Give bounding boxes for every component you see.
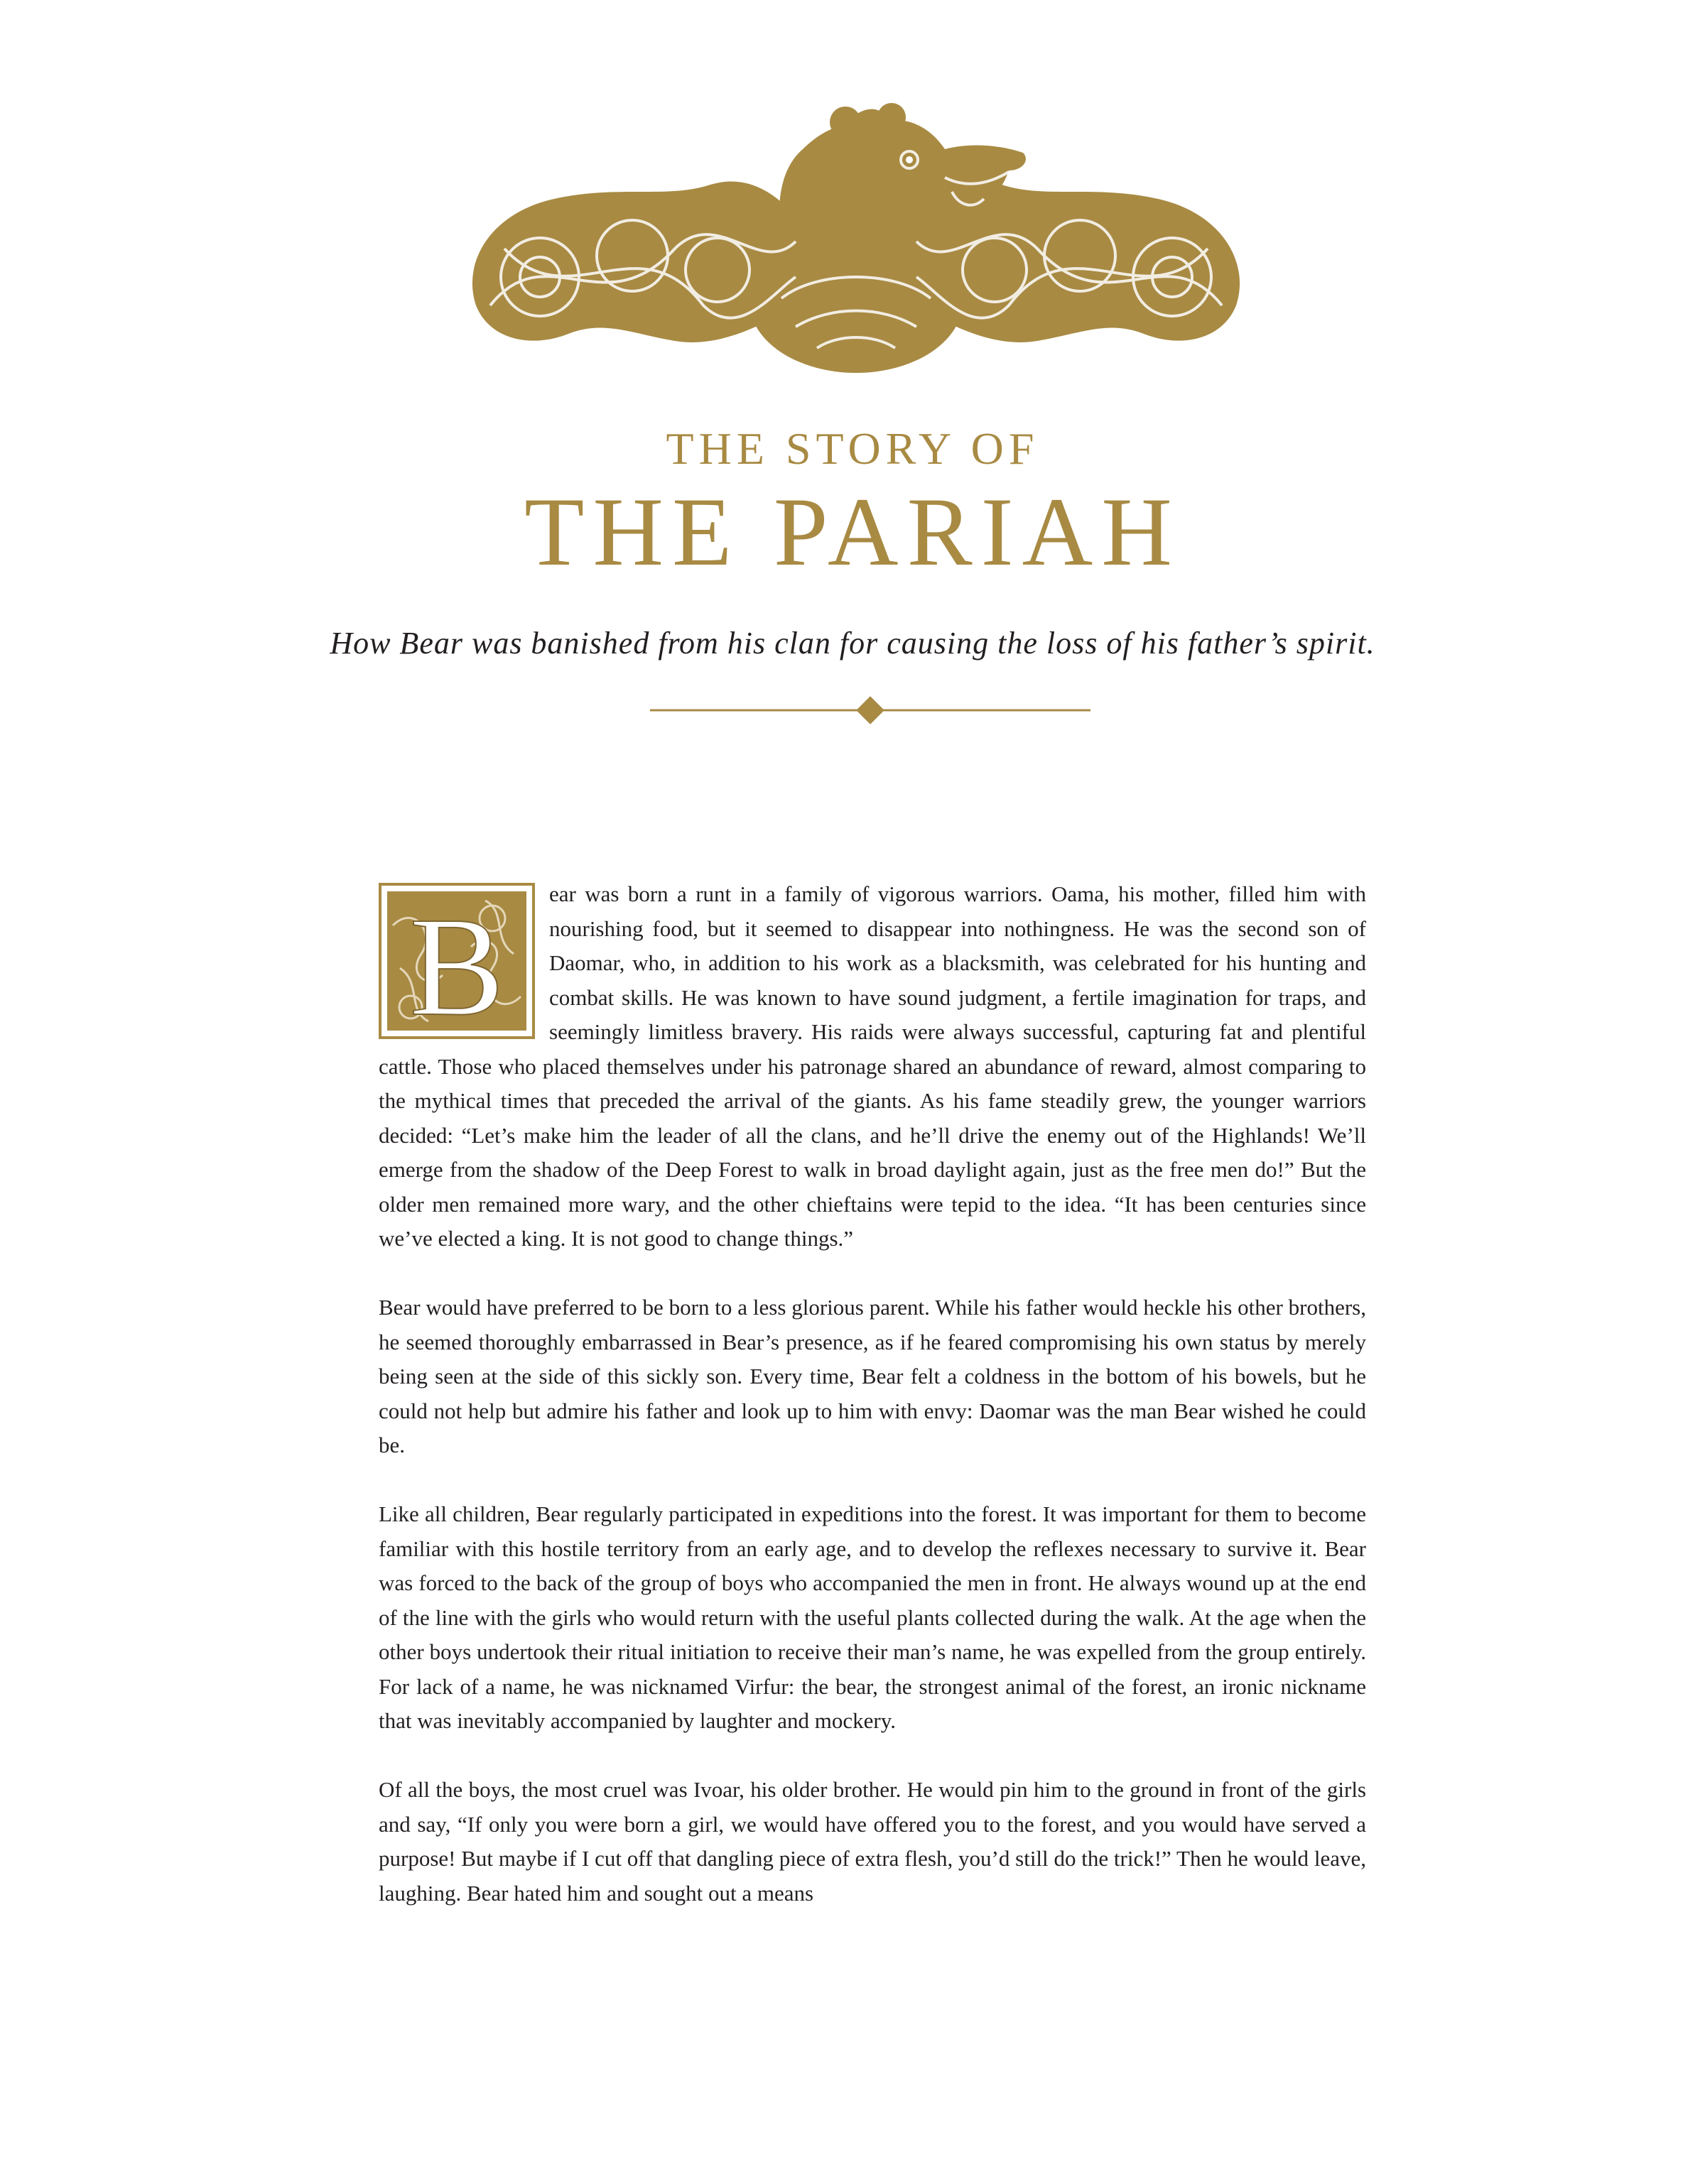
story-body [379,877,1366,1945]
page-title: THE PARIAH [524,477,1181,586]
paragraph-1 [379,877,1366,1256]
diamond-divider-icon [650,696,1090,724]
bear-knotwork-emblem-icon [462,92,1250,376]
dropcap-letter: B [409,889,504,1039]
title-line-small: THE STORY OF [666,423,1039,474]
paragraph-3: Like all children, Bear regularly participated in expeditions into the forest. It was important for them to become familiar with this hostile territory from an early age, and to develop the reflexes necessary to survive it. Bear was forced to the back of the group of boys who accompanied the men in front. He always wound up at the end of the line with the girls who would return with the useful plants collected during the walk. At the age when the other boys undertook their ritual initiation to receive their man’s name, he was expelled from the group entirely. For lack of a name, he was nicknamed Virfur: the bear, the strongest animal of the forest, an ironic nickname that was inevitably accompanied by laughter and mockery. [379,1501,1366,1733]
paragraph-2: Bear would have preferred to be born to a less glorious parent. While his father would heckle his other brothers, he seemed thoroughly embarrassed in Bear’s presence, as if he feared compromising his own status by merely being seen at the side of this sickly son. Every time, Bear felt a coldness in the bottom of his bowels, but he could not help but admire his father and look up to him with envy: Daomar was the man Bear wished he could be. [379,1295,1366,1457]
paragraph-4: Of all the boys, the most cruel was Ivoar, his older brother. He would pin him to the ground in front of the girls and say, “If only you were born a girl, we would have offered you to the forest, and you would have served a purpose! But maybe if I cut off that dangling piece of extra flesh, you’d still do the trick!” Then he would leave, laughing. Bear hated him and sought out a means [379,1777,1366,1906]
subtitle: How Bear was banished from his clan for causing the loss of his father’s spirit. [330,626,1375,661]
paragraph-1-text: ear was born a runt in a family of vigorous warriors. Oama, his mother, filled him with nourishing food, but it seemed to disappear into nothingness. He was the second son of Daomar, who, in addition to his work as a blacksmith, was celebrated for his hunting and combat skills. He was known to have sound judgment, a fertile imagination for traps, and seemingly limitless bravery. His raids were always successful, capturing fat and plentiful cattle. Those who placed themselves under his patronage shared an abundance of reward, almost comparing to the mythical times that preceded the arrival of the giants. As his fame steadily grew, the younger warriors decided: “Let’s make him the leader of all the clans, and he’ll drive the enemy out of the Highlands! We’ll emerge from the shadow of the Deep Forest to walk in broad daylight again, just as the free men do!” But the older men remained more wary, and the other chieftains were tepid to the idea. “It has been centuries since we’ve elected a king. It is not good to change things.” [379,881,1366,1251]
ornate-letter-b-icon [379,883,535,1039]
